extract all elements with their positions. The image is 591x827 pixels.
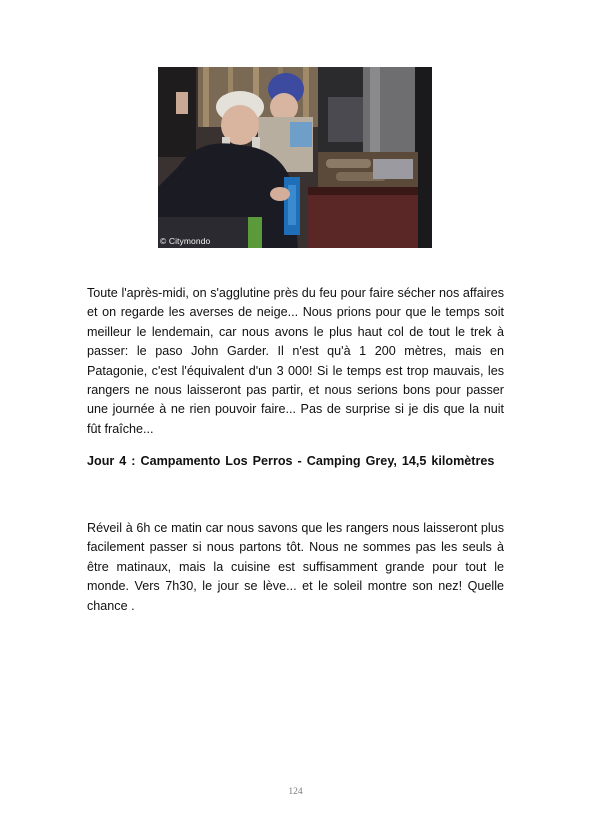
paragraph-morning: Réveil à 6h ce matin car nous savons que les rangers nous laisseront plus facilement passer si nous partons tôt. Nous ne sommes pas les seuls à être matinaux, mais la cuisine est suffisamment grande pour tout le monde. Vers 7h30, le jour se lève... et le soleil montre son nez! Quelle chance . xyxy=(87,521,504,613)
paragraph-afternoon: Toute l'après-midi, on s'agglutine près du feu pour faire sécher nos affaires et on regarde les averses de neige... Nous prions pour que le temps soit meilleur le lendemain, car nous avons le plus haut col de tout le trek à passer: le paso John Garder. Il n'est qu'à 1 200 mètres, mais en Patagonie, c'est l'équivalent d'un 3 000! Si le temps est trop mauvais, les rangers ne nous laisseront pas partir, et nous serions bons pour passer une journée à ne rien pouvoir faire... Pas de surprise si je dis que la nuit fût fraîche... xyxy=(87,286,504,436)
photo xyxy=(158,67,432,248)
section-heading: Jour 4 : Campamento Los Perros - Camping Grey, 14,5 kilomètres xyxy=(87,454,495,468)
page-number: 124 xyxy=(288,787,303,797)
campfire-photo xyxy=(158,67,432,248)
photo-credit: © Citymondo xyxy=(160,236,211,246)
